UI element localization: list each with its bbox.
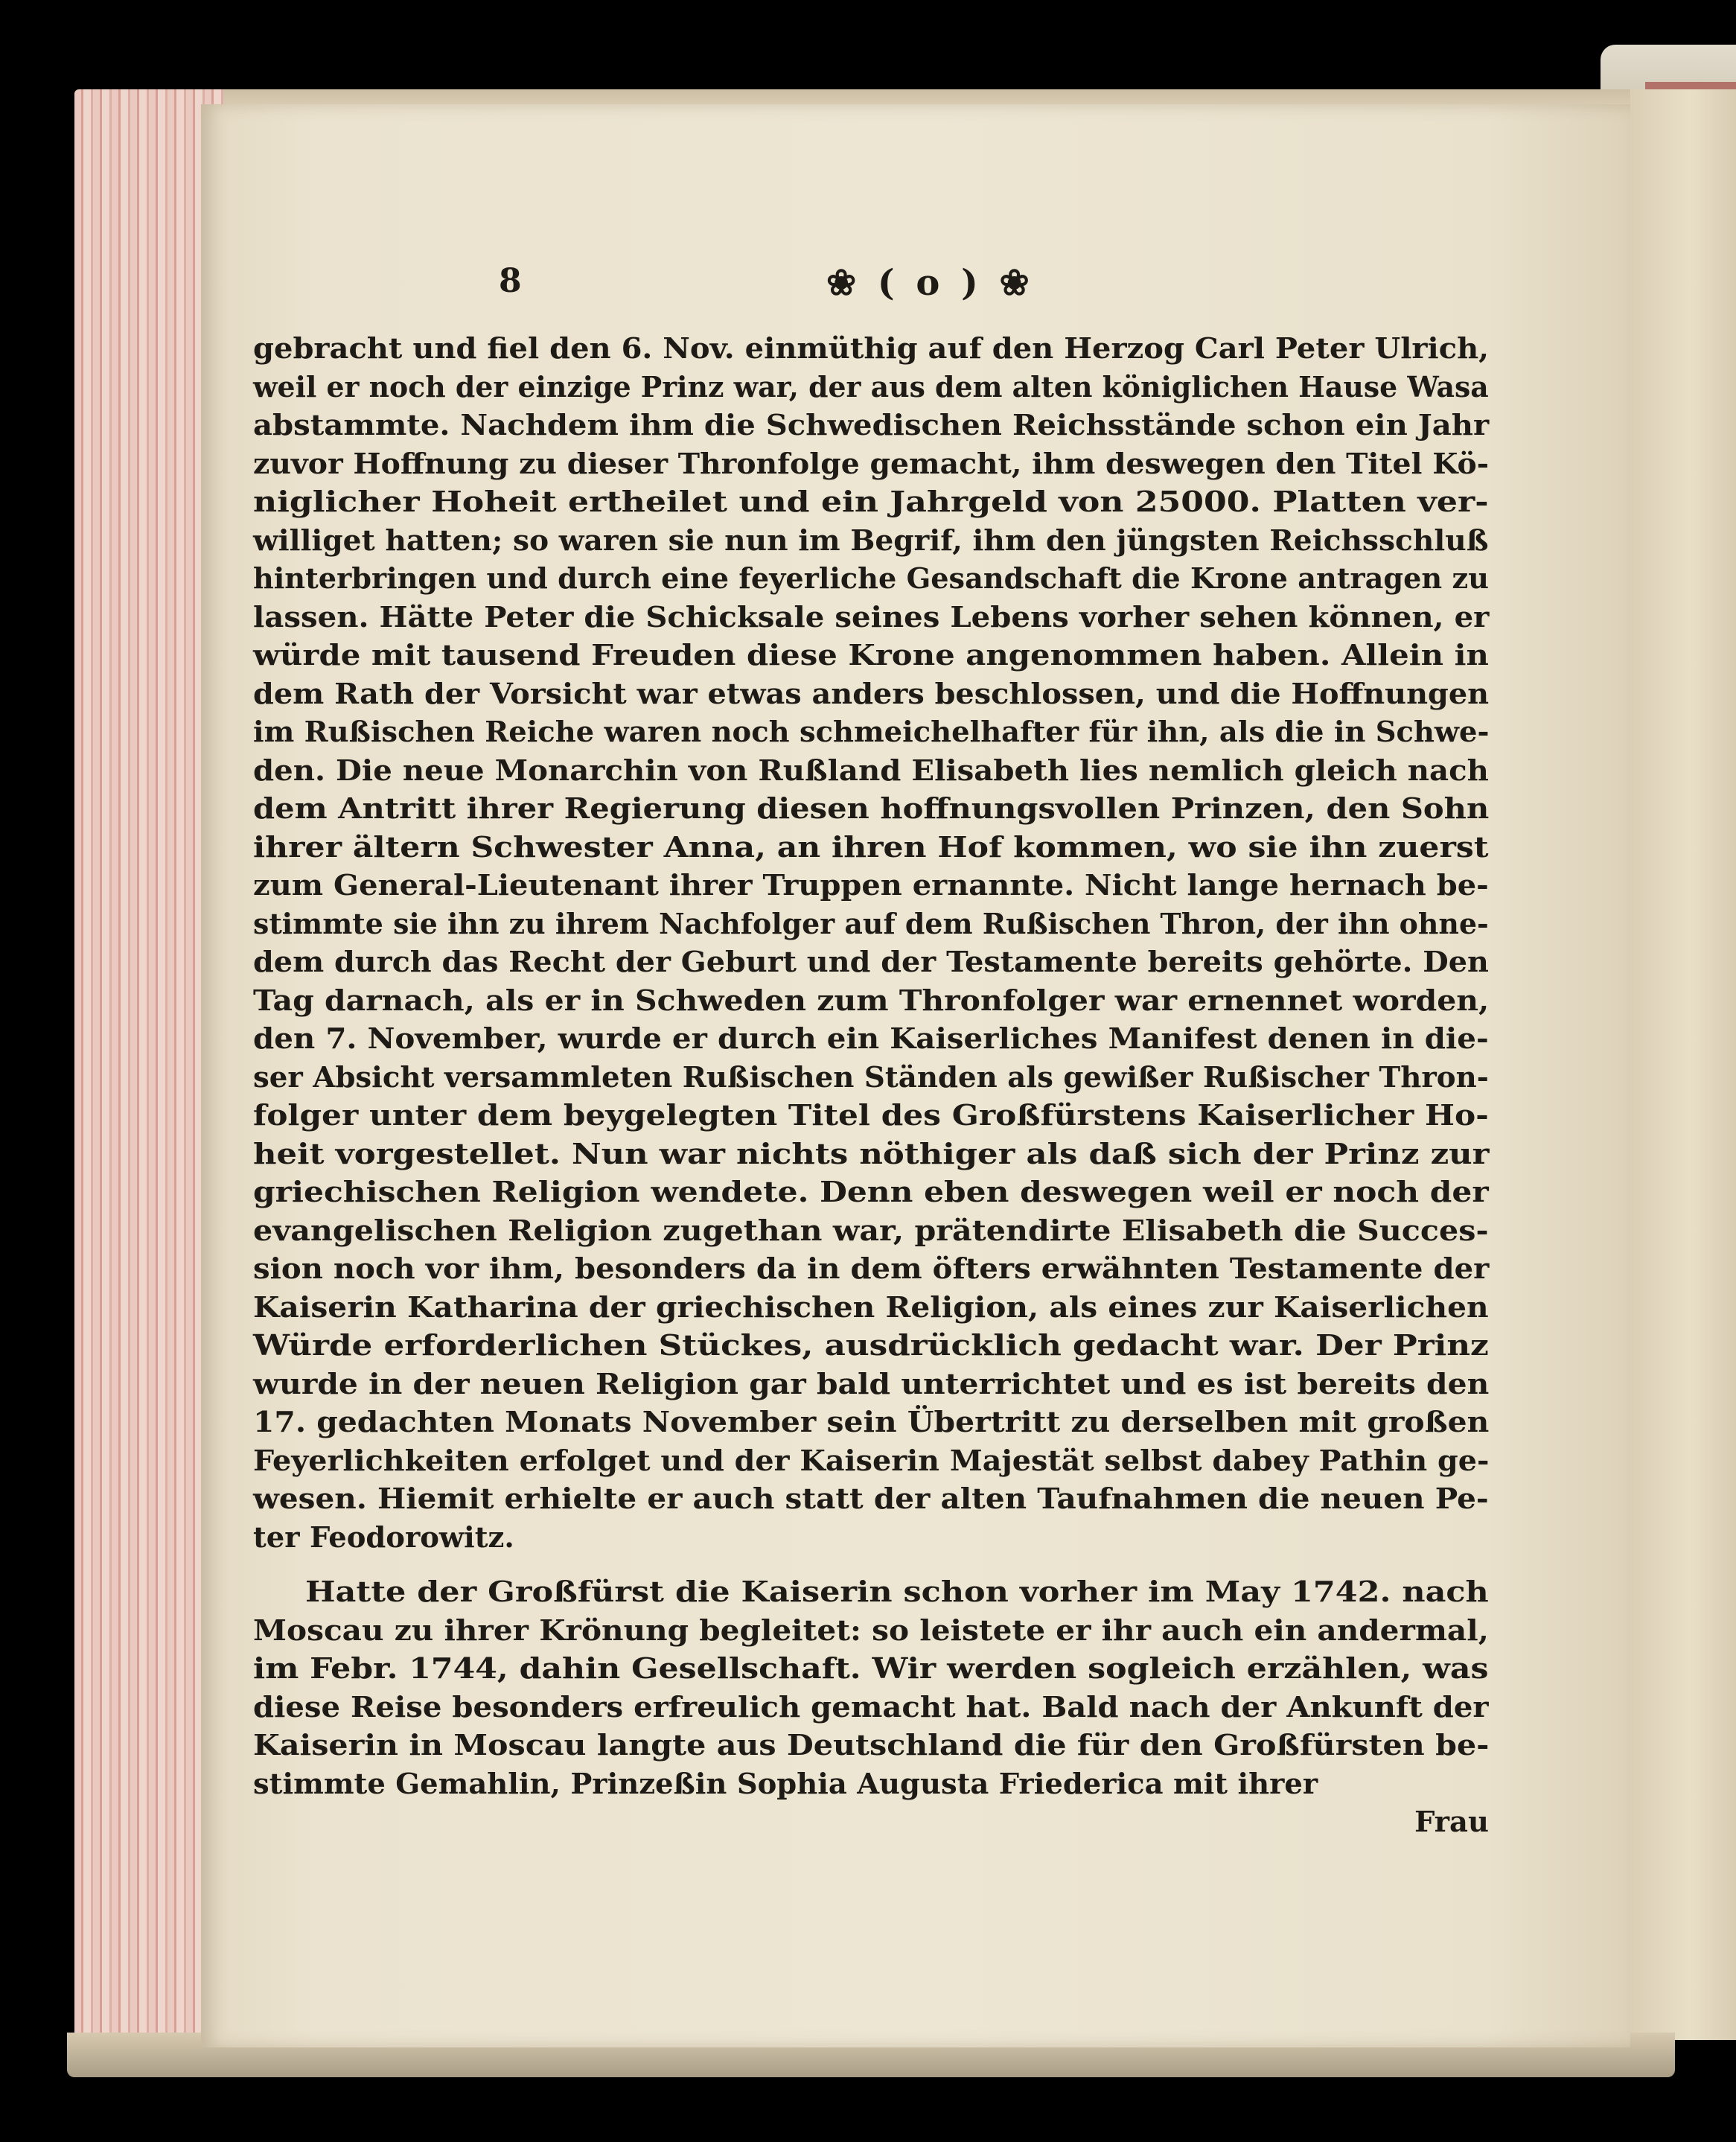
- text-line: 17. gedachten Monats November sein Übertritt zu derselben mit großen: [253, 1406, 1490, 1439]
- text-line: Hatte der Großfürst die Kaiserin schon vorher im May 1742. nach: [305, 1575, 1489, 1609]
- text-line: niglicher Hoheit ertheilet und ein Jahrgeld von 25000. Platten ver-: [253, 485, 1489, 519]
- text-line: dem Antritt ihrer Regierung diesen hoffnungsvollen Prinzen, den Sohn: [253, 792, 1490, 826]
- text-line: folger unter dem beygelegten Titel des Großfürstens Kaiserlicher Ho-: [253, 1099, 1489, 1132]
- text-line: Würde erforderlichen Stückes, ausdrücklich gedacht war. Der Prinz: [253, 1329, 1489, 1362]
- text-line: abstammte. Nachdem ihm die Schwedischen Reichsstände schon ein Jahr: [253, 409, 1490, 442]
- text-line: ter Feodorowitz.: [253, 1520, 514, 1555]
- text-line: den. Die neue Monarchin von Rußland Elisabeth lies nemlich gleich nach: [253, 753, 1489, 788]
- page-header: [499, 262, 1266, 322]
- text-line: Moscau zu ihrer Krönung begleitet: so leistete er ihr auch ein andermal,: [253, 1613, 1489, 1648]
- text-line: weil er noch der einzige Prinz war, der aus dem alten königlichen Hause Wasa: [253, 370, 1489, 404]
- text-line: gebracht und fiel den 6. Nov. einmüthig auf den Herzog Carl Peter Ulrich,: [253, 332, 1490, 366]
- text-line: Feyerlichkeiten erfolget und der Kaiserin Majestät selbst dabey Pathin ge-: [253, 1444, 1490, 1478]
- text-line: Kaiserin in Moscau langte aus Deutschland die für den Großfürsten be-: [253, 1729, 1490, 1762]
- text-line: den 7. November, wurde er durch ein Kaiserliches Manifest denen in die-: [253, 1022, 1489, 1056]
- text-line: zuvor Hoffnung zu dieser Thronfolge gemacht, ihm deswegen den Titel Kö-: [253, 447, 1490, 481]
- text-line: lassen. Hätte Peter die Schicksale seines Lebens vorher sehen können, er: [253, 600, 1490, 634]
- text-line: stimmte Gemahlin, Prinzeßin Sophia Augusta Friederica mit ihrer: [253, 1767, 1318, 1801]
- facing-page-edge: [1623, 89, 1736, 2040]
- text-line: im Febr. 1744, dahin Gesellschaft. Wir werden sogleich erzählen, was: [253, 1652, 1489, 1686]
- text-line: zum General-Lieutenant ihrer Truppen ernannte. Nicht lange hernach be-: [253, 869, 1489, 902]
- text-line: Kaiserin Katharina der griechischen Religion, als eines zur Kaiserlichen: [253, 1290, 1489, 1325]
- text-line: Tag darnach, als er in Schweden zum Thronfolger war ernennet worden,: [253, 984, 1490, 1018]
- text-line: diese Reise besonders erfreulich gemacht hat. Bald nach der Ankunft der: [253, 1690, 1489, 1724]
- text-line: dem Rath der Vorsicht war etwas anders beschlossen, und die Hoffnungen: [253, 677, 1490, 711]
- text-line: würde mit tausend Freuden diese Krone angenommen haben. Allein in: [253, 639, 1489, 672]
- catchword: Frau: [1414, 1805, 1489, 1839]
- text-line: griechischen Religion wendete. Denn eben deswegen weil er noch der: [253, 1176, 1489, 1209]
- text-line: williget hatten; so waren sie nun im Begrif, ihm den jüngsten Reichsschluß: [253, 523, 1489, 558]
- text-line: hinterbringen und durch eine feyerliche Gesandschaft die Krone antragen zu: [253, 562, 1490, 596]
- text-line: ser Absicht versammleten Rußischen Ständen als gewißer Rußischer Thron-: [253, 1060, 1489, 1094]
- text-line: wesen. Hiemit erhielte er auch statt der alten Taufnahmen die neuen Pe-: [253, 1482, 1489, 1516]
- text-line: evangelischen Religion zugethan war, prätendirte Elisabeth die Succes-: [253, 1214, 1489, 1248]
- running-head: ❀ ( o ) ❀: [826, 262, 1034, 304]
- text-line: stimmte sie ihn zu ihrem Nachfolger auf dem Rußischen Thron, der ihn ohne-: [253, 907, 1489, 941]
- text-line: dem durch das Recht der Geburt und der Testamente bereits gehörte. Den: [253, 946, 1489, 979]
- page-number: 8: [499, 262, 522, 300]
- text-line: ihrer ältern Schwester Anna, an ihren Hof kommen, wo sie ihn zuerst: [253, 830, 1489, 864]
- text-line: wurde in der neuen Religion gar bald unterrichtet und es ist bereits den: [253, 1367, 1490, 1401]
- text-line: sion noch vor ihm, besonders da in dem öfters erwähnten Testamente der: [253, 1252, 1490, 1286]
- text-line: im Rußischen Reiche waren noch schmeichelhafter für ihn, als die in Schwe-: [253, 715, 1490, 749]
- text-line: heit vorgestellet. Nun war nichts nöthiger als daß sich der Prinz zur: [253, 1137, 1490, 1171]
